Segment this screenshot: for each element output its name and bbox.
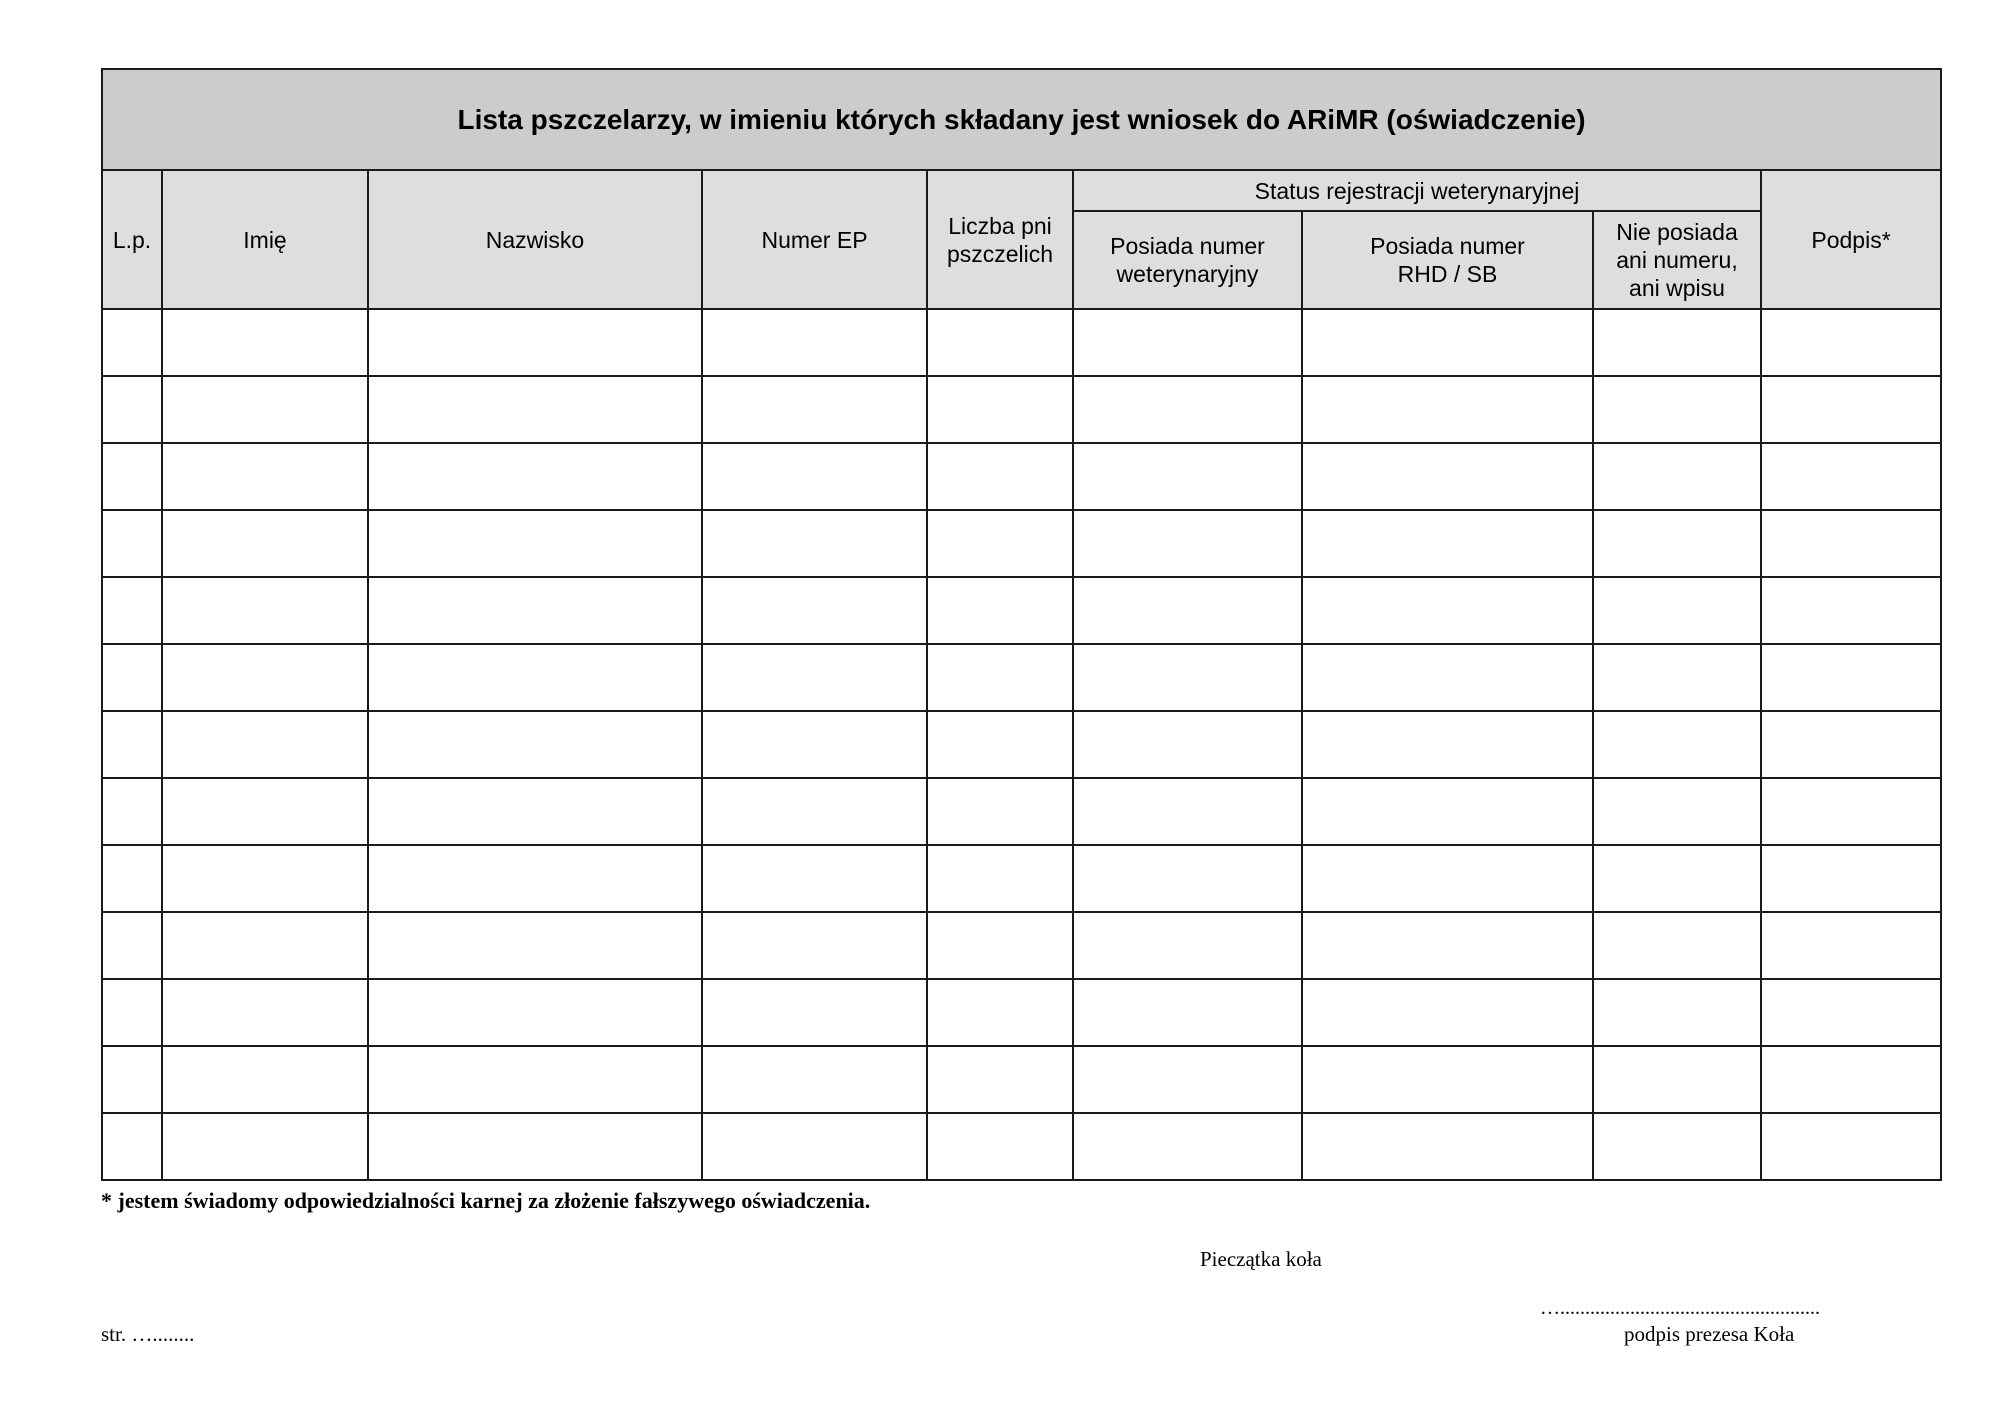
cell-numer-weterynaryjny[interactable]: [1073, 845, 1302, 912]
column-header-brak-numeru: [1593, 211, 1761, 309]
cell-numer-ep[interactable]: [702, 510, 927, 577]
cell-nazwisko[interactable]: [368, 1113, 702, 1180]
cell-imie[interactable]: [162, 644, 368, 711]
column-header-liczba-pni-text: Liczba pni pszczelich: [946, 212, 1054, 267]
cell-nazwisko[interactable]: [368, 979, 702, 1046]
cell-numer-ep[interactable]: [702, 1113, 927, 1180]
table-row: [102, 644, 1941, 711]
cell-liczba-pni[interactable]: [927, 711, 1073, 778]
cell-imie[interactable]: [162, 912, 368, 979]
cell-imie[interactable]: [162, 577, 368, 644]
cell-lp[interactable]: [102, 912, 162, 979]
cell-nazwisko[interactable]: [368, 644, 702, 711]
cell-imie[interactable]: [162, 979, 368, 1046]
cell-brak-numeru[interactable]: [1593, 644, 1761, 711]
cell-lp[interactable]: [102, 443, 162, 510]
cell-liczba-pni[interactable]: [927, 979, 1073, 1046]
cell-numer-rhd-sb[interactable]: [1302, 711, 1593, 778]
cell-numer-weterynaryjny[interactable]: [1073, 510, 1302, 577]
cell-numer-ep[interactable]: [702, 778, 927, 845]
cell-brak-numeru[interactable]: [1593, 376, 1761, 443]
cell-imie[interactable]: [162, 376, 368, 443]
table-row: [102, 1046, 1941, 1113]
cell-numer-rhd-sb[interactable]: [1302, 845, 1593, 912]
column-header-imie: Imię: [162, 170, 368, 309]
cell-numer-weterynaryjny[interactable]: [1073, 912, 1302, 979]
cell-numer-rhd-sb[interactable]: [1302, 510, 1593, 577]
cell-brak-numeru[interactable]: [1593, 510, 1761, 577]
column-header-numer-ep: Numer EP: [702, 170, 927, 309]
column-group-status-rejestracji: Status rejestracji weterynaryjnej: [1073, 170, 1761, 211]
cell-numer-ep[interactable]: [702, 1046, 927, 1113]
cell-liczba-pni[interactable]: [927, 510, 1073, 577]
cell-numer-weterynaryjny[interactable]: [1073, 711, 1302, 778]
cell-nazwisko[interactable]: [368, 711, 702, 778]
cell-liczba-pni[interactable]: [927, 912, 1073, 979]
cell-numer-rhd-sb[interactable]: [1302, 912, 1593, 979]
cell-brak-numeru[interactable]: [1593, 443, 1761, 510]
cell-podpis[interactable]: [1761, 912, 1941, 979]
beekeepers-list-table: [101, 68, 1942, 1181]
cell-imie[interactable]: [162, 778, 368, 845]
cell-lp[interactable]: [102, 1113, 162, 1180]
cell-numer-rhd-sb[interactable]: [1302, 644, 1593, 711]
cell-liczba-pni[interactable]: [927, 577, 1073, 644]
cell-lp[interactable]: [102, 979, 162, 1046]
cell-numer-ep[interactable]: [702, 443, 927, 510]
cell-imie[interactable]: [162, 845, 368, 912]
cell-liczba-pni[interactable]: [927, 376, 1073, 443]
cell-numer-ep[interactable]: [702, 711, 927, 778]
cell-imie[interactable]: [162, 443, 368, 510]
cell-lp[interactable]: [102, 644, 162, 711]
table-row: [102, 443, 1941, 510]
cell-podpis[interactable]: [1761, 644, 1941, 711]
table-row: [102, 510, 1941, 577]
cell-numer-ep[interactable]: [702, 376, 927, 443]
cell-brak-numeru[interactable]: [1593, 845, 1761, 912]
cell-liczba-pni[interactable]: [927, 778, 1073, 845]
cell-podpis[interactable]: [1761, 845, 1941, 912]
cell-brak-numeru[interactable]: [1593, 309, 1761, 376]
signature-line: …....................................................: [1540, 1297, 1820, 1319]
cell-nazwisko[interactable]: [368, 443, 702, 510]
cell-podpis[interactable]: [1761, 979, 1941, 1046]
column-header-nazwisko: Nazwisko: [368, 170, 702, 309]
signature-label: podpis prezesa Koła: [1624, 1322, 1795, 1346]
column-header-numer-rhd-sb-text: Posiada numer RHD / SB: [1370, 233, 1525, 287]
cell-lp[interactable]: [102, 376, 162, 443]
cell-brak-numeru[interactable]: [1593, 979, 1761, 1046]
table-row: [102, 376, 1941, 443]
cell-numer-weterynaryjny[interactable]: [1073, 778, 1302, 845]
cell-lp[interactable]: [102, 845, 162, 912]
cell-imie[interactable]: [162, 1046, 368, 1113]
cell-numer-rhd-sb[interactable]: [1302, 778, 1593, 845]
table-row: [102, 845, 1941, 912]
cell-liczba-pni[interactable]: [927, 1046, 1073, 1113]
cell-imie[interactable]: [162, 711, 368, 778]
table-row: [102, 912, 1941, 979]
table-row: [102, 577, 1941, 644]
cell-numer-weterynaryjny[interactable]: [1073, 577, 1302, 644]
cell-liczba-pni[interactable]: [927, 309, 1073, 376]
cell-brak-numeru[interactable]: [1593, 778, 1761, 845]
cell-numer-ep[interactable]: [702, 845, 927, 912]
table-row: [102, 778, 1941, 845]
cell-podpis[interactable]: [1761, 309, 1941, 376]
cell-numer-weterynaryjny[interactable]: [1073, 376, 1302, 443]
cell-lp[interactable]: [102, 711, 162, 778]
cell-nazwisko[interactable]: [368, 510, 702, 577]
cell-brak-numeru[interactable]: [1593, 1113, 1761, 1180]
cell-podpis[interactable]: [1761, 510, 1941, 577]
liability-footnote: * jestem świadomy odpowiedzialności karnej za złożenie fałszywego oświadczenia.: [101, 1188, 871, 1213]
cell-podpis[interactable]: [1761, 443, 1941, 510]
form-title: Lista pszczelarzy, w imieniu których składany jest wniosek do ARiMR (oświadczenie): [102, 69, 1941, 170]
cell-lp[interactable]: [102, 510, 162, 577]
column-header-numer-rhd-sb: [1302, 211, 1593, 309]
column-header-lp: L.p.: [102, 170, 162, 309]
cell-imie[interactable]: [162, 510, 368, 577]
cell-podpis[interactable]: [1761, 711, 1941, 778]
cell-numer-rhd-sb[interactable]: [1302, 376, 1593, 443]
cell-lp[interactable]: [102, 577, 162, 644]
cell-liczba-pni[interactable]: [927, 443, 1073, 510]
cell-podpis[interactable]: [1761, 1046, 1941, 1113]
cell-numer-weterynaryjny[interactable]: [1073, 1113, 1302, 1180]
cell-numer-rhd-sb[interactable]: [1302, 443, 1593, 510]
cell-podpis[interactable]: [1761, 1113, 1941, 1180]
cell-imie[interactable]: [162, 309, 368, 376]
cell-numer-rhd-sb[interactable]: [1302, 577, 1593, 644]
cell-numer-weterynaryjny[interactable]: [1073, 309, 1302, 376]
cell-nazwisko[interactable]: [368, 778, 702, 845]
cell-brak-numeru[interactable]: [1593, 912, 1761, 979]
cell-numer-ep[interactable]: [702, 577, 927, 644]
cell-liczba-pni[interactable]: [927, 845, 1073, 912]
cell-nazwisko[interactable]: [368, 912, 702, 979]
cell-numer-ep[interactable]: [702, 912, 927, 979]
cell-numer-ep[interactable]: [702, 644, 927, 711]
cell-numer-weterynaryjny[interactable]: [1073, 443, 1302, 510]
column-header-podpis: Podpis*: [1761, 170, 1941, 309]
column-header-brak-numeru-text: Nie posiada ani numeru, ani wpisu: [1616, 219, 1738, 301]
cell-numer-rhd-sb[interactable]: [1302, 1113, 1593, 1180]
cell-nazwisko[interactable]: [368, 309, 702, 376]
table-row: [102, 309, 1941, 376]
page-number-field: str. …........: [101, 1322, 195, 1346]
table-row: [102, 979, 1941, 1046]
cell-nazwisko[interactable]: [368, 577, 702, 644]
column-header-numer-weterynaryjny: [1073, 211, 1302, 309]
cell-lp[interactable]: [102, 778, 162, 845]
stamp-label: Pieczątka koła: [1200, 1247, 1322, 1271]
table-row: [102, 711, 1941, 778]
cell-nazwisko[interactable]: [368, 845, 702, 912]
cell-liczba-pni[interactable]: [927, 644, 1073, 711]
cell-nazwisko[interactable]: [368, 376, 702, 443]
cell-imie[interactable]: [162, 1113, 368, 1180]
table-row: [102, 1113, 1941, 1180]
cell-brak-numeru[interactable]: [1593, 1046, 1761, 1113]
column-header-liczba-pni: [927, 170, 1073, 309]
cell-podpis[interactable]: [1761, 577, 1941, 644]
cell-podpis[interactable]: [1761, 778, 1941, 845]
cell-liczba-pni[interactable]: [927, 1113, 1073, 1180]
cell-numer-ep[interactable]: [702, 979, 927, 1046]
cell-numer-weterynaryjny[interactable]: [1073, 1046, 1302, 1113]
cell-numer-rhd-sb[interactable]: [1302, 309, 1593, 376]
cell-numer-weterynaryjny[interactable]: [1073, 644, 1302, 711]
cell-numer-rhd-sb[interactable]: [1302, 1046, 1593, 1113]
cell-lp[interactable]: [102, 1046, 162, 1113]
cell-numer-weterynaryjny[interactable]: [1073, 979, 1302, 1046]
cell-brak-numeru[interactable]: [1593, 711, 1761, 778]
cell-lp[interactable]: [102, 309, 162, 376]
cell-nazwisko[interactable]: [368, 1046, 702, 1113]
cell-numer-ep[interactable]: [702, 309, 927, 376]
cell-brak-numeru[interactable]: [1593, 577, 1761, 644]
cell-podpis[interactable]: [1761, 376, 1941, 443]
column-header-numer-weterynaryjny-text: Posiada numer weterynaryjny: [1110, 233, 1265, 287]
table-body: [102, 309, 1941, 1180]
cell-numer-rhd-sb[interactable]: [1302, 979, 1593, 1046]
